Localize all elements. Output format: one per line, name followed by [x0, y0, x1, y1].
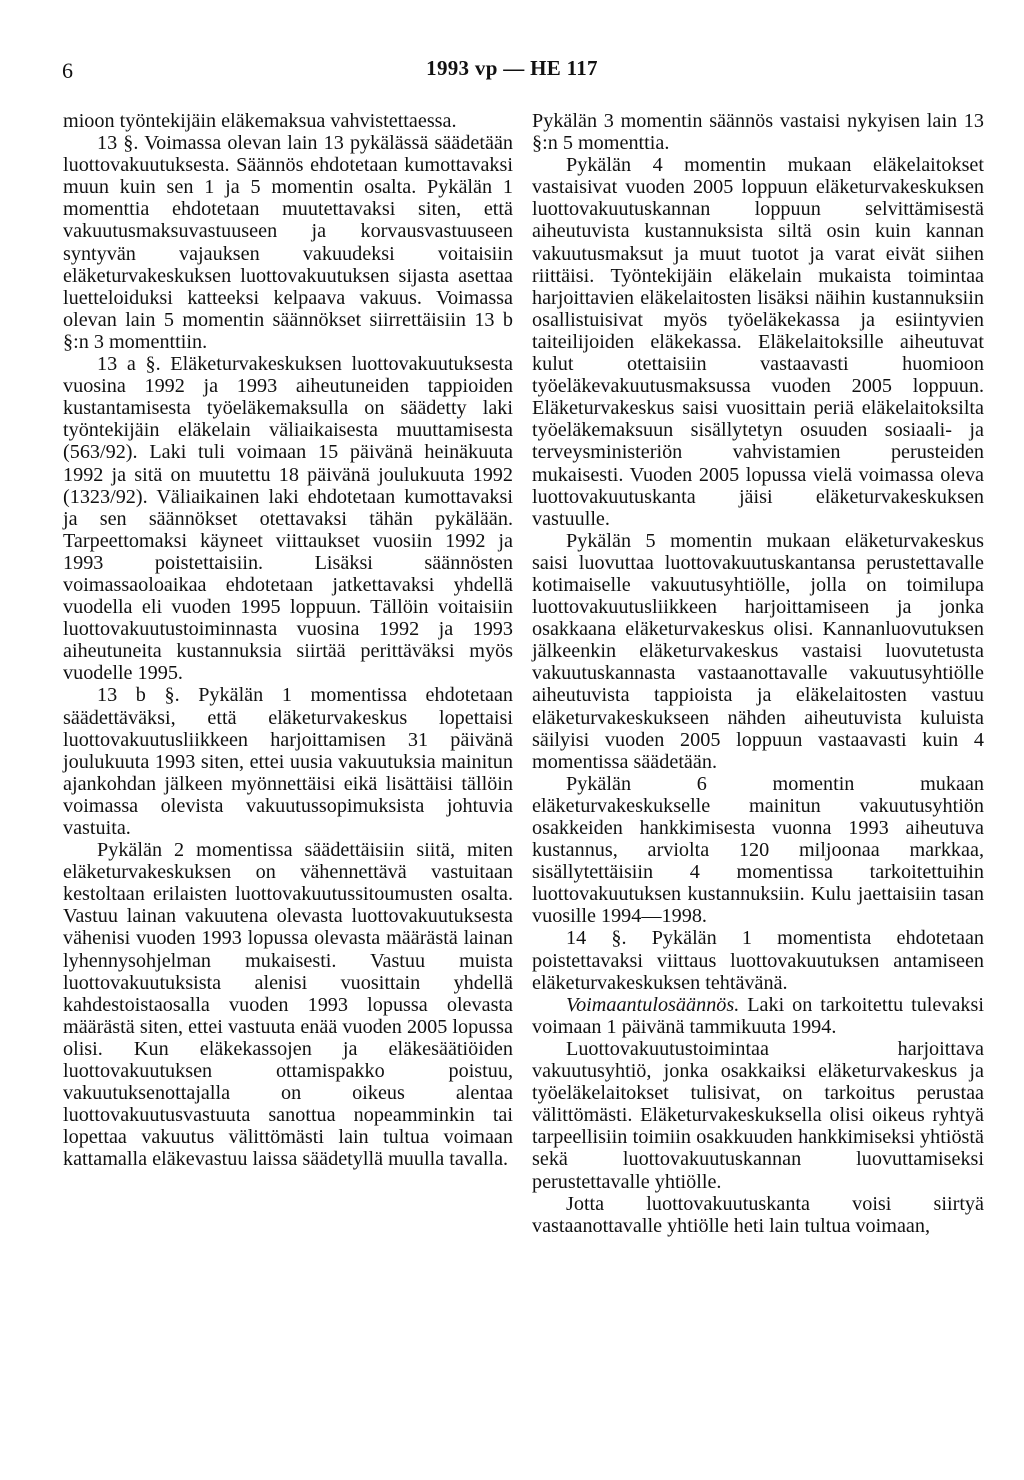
running-header: 1993 vp — HE 117: [426, 56, 598, 80]
paragraph: Pykälän 6 momentin mukaan eläketurvakeskukselle mainitun vakuutusyhtiön osakkeiden hankkimisesta vuonna 1993 aiheutuva kustannus, arviolta 120 miljoonaa markkaa, sisällytettäisiin 4 momentissa tarkoitettuihin luottovakuutuksen kustannuksiin. Kulu jaettaisiin tasan vuosille 1994—1998.: [532, 772, 984, 928]
paragraph: Luottovakuutustoimintaa harjoittava vakuutusyhtiö, jonka osakkaiksi eläketurvakeskus ja työeläkelaitokset tulisivat, on tarkoitus perustaa välittömästi. Eläketurvakeskuksella olisi oikeus ryhtyä tarpeellisiin toimiin osakkuuden hankkimiseksi yhtiöstä sekä luottovakuutuskannan luovuttamiseksi perustettavalle yhtiölle.: [532, 1037, 984, 1193]
paragraph: 13 §. Voimassa olevan lain 13 pykälässä säädetään luottovakuutuksesta. Säännös ehdotetaan kumottavaksi muun kuin sen 1 ja 5 momentin osalta. Pykälän 1 momenttia ehdotetaan muutettavaksi siten, että vakuutusmaksuvastuuseen ja korvausvastuuseen syntyvän vajauksen vakuudeksi voitaisiin eläketurvakeskuksen luottovakuutuksen sijasta asettaa luetteloiduksi katteeksi kelpaava vakuus. Voimassa olevan lain 5 momentin säännökset siirrettäisiin 13 b §:n 3 momenttiin.: [63, 132, 513, 353]
paragraph: 13 a §. Eläketurvakeskuksen luottovakuutuksesta vuosina 1992 ja 1993 aiheutuneiden tappioiden kustantamisesta työeläkemaksulla on säädetty laki työntekijäin eläkelain väliaikaisesta muuttamisesta (563/92). Laki tuli voimaan 15 päivänä heinäkuuta 1992 ja sitä on muutettu 18 päivänä joulukuuta 1992 (1323/92). Väliaikainen laki ehdotetaan kumottavaksi ja sen säännökset otettavaksi tähän pykälään. Tarpeettomaksi käyneet viittaukset vuosiin 1992 ja 1993 poistettaisiin. Lisäksi säännösten voimassaoloaikaa ehdotetaan jatkettavaksi yhdellä vuodella eli vuoden 1995 loppuun. Tällöin voitaisiin luottovakuutustoiminnasta vuosina 1992 ja 1993 aiheutuneita kustannuksia siirtää perittäväksi myös vuodelle 1995.: [63, 353, 513, 685]
paragraph-text: Laki on tarkoitettu tulevaksi voimaan 1 päivänä tammikuuta 1994.: [532, 993, 984, 1038]
page-number: 6: [62, 58, 73, 83]
paragraph: Pykälän 3 momentin säännös vastaisi nykyisen lain 13 §:n 5 momenttia.: [532, 110, 984, 155]
left-column: [63, 110, 513, 1171]
right-column: [532, 110, 984, 1237]
paragraph: 14 §. Pykälän 1 momentista ehdotetaan poistettavaksi viittaus luottovakuutuksen antamiseen eläketurvakeskuksen tehtävänä.: [532, 927, 984, 994]
paragraph: Pykälän 4 momentin mukaan eläkelaitokset vastaisivat vuoden 2005 loppuun eläketurvakeskuksen luottovakuutuskannan loppuun selvittämisestä aiheutuvista kustannuksista siltä osin kuin kannan vakuutusmaksut ja muut tuotot ja varat eivät siihen riittäisi. Työntekijäin eläkelain mukaista toimintaa harjoittavien eläkelaitosten lisäksi näihin kustannuksiin osallistuisivat myös työeläkekassa ja esiintyvien taiteilijoiden eläkekassa. Eläkelaitoksille aiheutuvat kulut otettaisiin vastaavasti huomioon työeläkevakuutusmaksussa vuoden 2005 loppuun. Eläketurvakeskus saisi vuosittain periä eläkelaitoksilta työeläkemaksuun sisällytetyn osuuden sosiaali- ja terveysministeriön vahvistamien perusteiden mukaisesti. Vuoden 2005 lopussa vielä voimassa oleva luottovakuutuskanta jäisi eläketurvakeskuksen vastuulle.: [532, 154, 984, 530]
paragraph: [532, 994, 984, 1038]
paragraph: Pykälän 5 momentin mukaan eläketurvakeskus saisi luovuttaa luottovakuutuskantansa perustettavalle kotimaiselle vakuutusyhtiölle, jolla on toimilupa luottovakuutusliikkeen harjoittamiseen ja jonka osakkaana eläketurvakeskus olisi. Kannanluovutuksen jälkeenkin eläketurvakeskus vastaisi luovutetusta vakuutuskannasta vastaanottavalle vakuutusyhtiölle aiheutuvista tappioista ja eläkelaitosten vastuu eläketurvakeskukseen nähden aiheutuvista kuluista säilyisi vuoden 2005 loppuun vastaavasti kuin 4 momentissa säädetään.: [532, 529, 984, 773]
paragraph: Jotta luottovakuutuskanta voisi siirtyä vastaanottavalle yhtiölle heti lain tultua voimaan,: [532, 1192, 984, 1237]
paragraph: Pykälän 2 momentissa säädettäisiin siitä, miten eläketurvakeskuksen on vähennettävä vastuitaan kestoltaan erilaisten luottovakuutussitoumusten osalta. Vastuu lainan vakuutena olevasta luottovakuutuksesta vähenisi vuoden 1993 lopussa olevasta määrästä lainan lyhennysohjelman mukaisesti. Vastuu muista luottovakuutuksista alenisi vuosittain yhdellä kahdestoistaosalla vuoden 1993 lopussa olevasta määrästä siten, ettei vastuuta enää vuoden 2005 lopussa olisi. Kun eläkekassojen ja eläkesäätiöiden luottovakuutuksen ottamispakko poistuu, vakuutuksenottajalla on oikeus alentaa luottovakuutusvastuuta sanottua nopeamminkin tai lopettaa vakuutus välittömästi lain tultua voimaan kattamalla eläkevastuu laissa säädetyllä muulla tavalla.: [63, 839, 513, 1171]
section-heading: Voimaantulosäännös.: [566, 993, 740, 1016]
paragraph: mioon työntekijäin eläkemaksua vahvistettaessa.: [63, 110, 457, 132]
paragraph: 13 b §. Pykälän 1 momentissa ehdotetaan säädettäväksi, että eläketurvakeskus lopettaisi luottovakuutusliikkeen harjoittamisen 31 päivänä joulukuuta 1993 siten, ettei uusia vakuutuksia mainitun ajankohdan jälkeen myönnettäisi eikä lisättäisi tällöin voimassa olevista vakuutussopimuksista johtuvia vastuita.: [63, 684, 513, 839]
